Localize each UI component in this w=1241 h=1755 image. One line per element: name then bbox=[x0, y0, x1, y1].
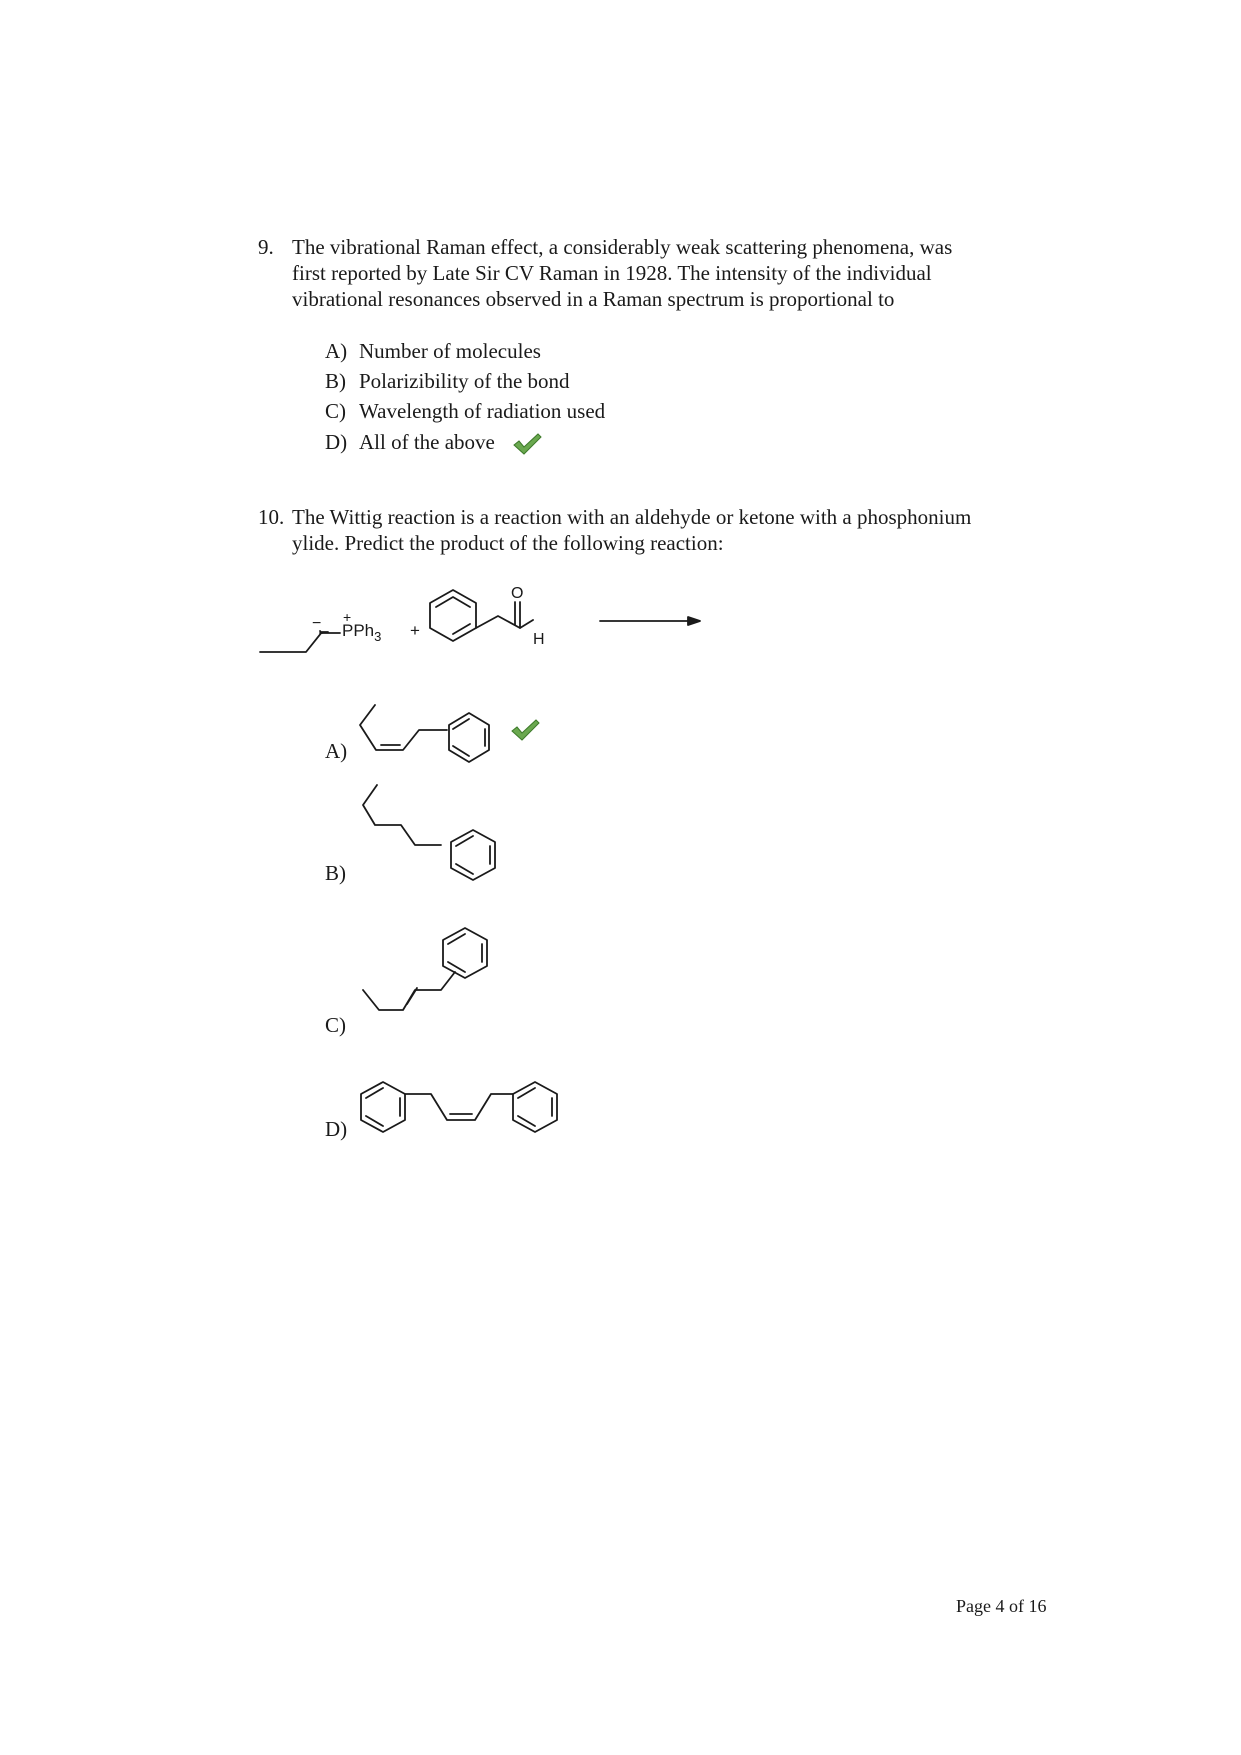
question-number: 9. bbox=[258, 235, 274, 259]
question-line: first reported by Late Sir CV Raman in 1928. The intensity of the individual bbox=[292, 261, 932, 285]
option-label: B) bbox=[325, 369, 346, 393]
structure-b bbox=[355, 780, 515, 890]
option-label: C) bbox=[325, 399, 346, 423]
phosphonium-group: PPh$_3$ bbox=[342, 621, 382, 644]
option-text: Number of molecules bbox=[359, 339, 541, 363]
question-text bbox=[292, 234, 952, 312]
option-label-a: A) bbox=[325, 739, 348, 763]
question-text bbox=[292, 504, 971, 556]
option-text: Wavelength of radiation used bbox=[359, 399, 606, 423]
wittig-reaction-scheme bbox=[250, 580, 710, 660]
aldehyde-chain bbox=[476, 616, 533, 628]
option-label: D) bbox=[325, 430, 348, 454]
option-label-d: D) bbox=[325, 1117, 348, 1141]
aldehyde-hydrogen: H bbox=[533, 631, 545, 648]
carbonyl-oxygen: O bbox=[511, 585, 524, 602]
ylide-chain bbox=[260, 632, 328, 652]
option-b bbox=[325, 368, 570, 394]
structure-c bbox=[355, 920, 515, 1030]
option-label-b: B) bbox=[325, 861, 346, 885]
checkmark-icon bbox=[512, 432, 542, 456]
option-label: A) bbox=[325, 339, 348, 363]
phosphonium-charge: + bbox=[343, 609, 352, 625]
option-c bbox=[325, 398, 605, 424]
checkmark-icon bbox=[510, 718, 540, 742]
page-number: Page 4 of 16 bbox=[956, 1596, 1047, 1616]
ylide-charge: − bbox=[312, 615, 322, 632]
question-line: vibrational resonances observed in a Raman spectrum is proportional to bbox=[292, 287, 895, 311]
option-label-c: C) bbox=[325, 1013, 346, 1037]
plus-sign: + bbox=[410, 621, 420, 640]
structure-d bbox=[355, 1070, 585, 1150]
question-line: The vibrational Raman effect, a considerably weak scattering phenomena, was bbox=[292, 235, 953, 259]
question-number: 10. bbox=[258, 505, 285, 529]
question-line: ylide. Predict the product of the following reaction: bbox=[292, 531, 724, 555]
structure-a bbox=[355, 700, 515, 770]
option-text: Polarizibility of the bond bbox=[359, 369, 570, 393]
option-text: All of the above bbox=[359, 430, 495, 454]
question-line: The Wittig reaction is a reaction with an aldehyde or ketone with a phosphonium bbox=[292, 505, 972, 529]
option-d bbox=[325, 429, 495, 455]
option-a bbox=[325, 338, 541, 364]
